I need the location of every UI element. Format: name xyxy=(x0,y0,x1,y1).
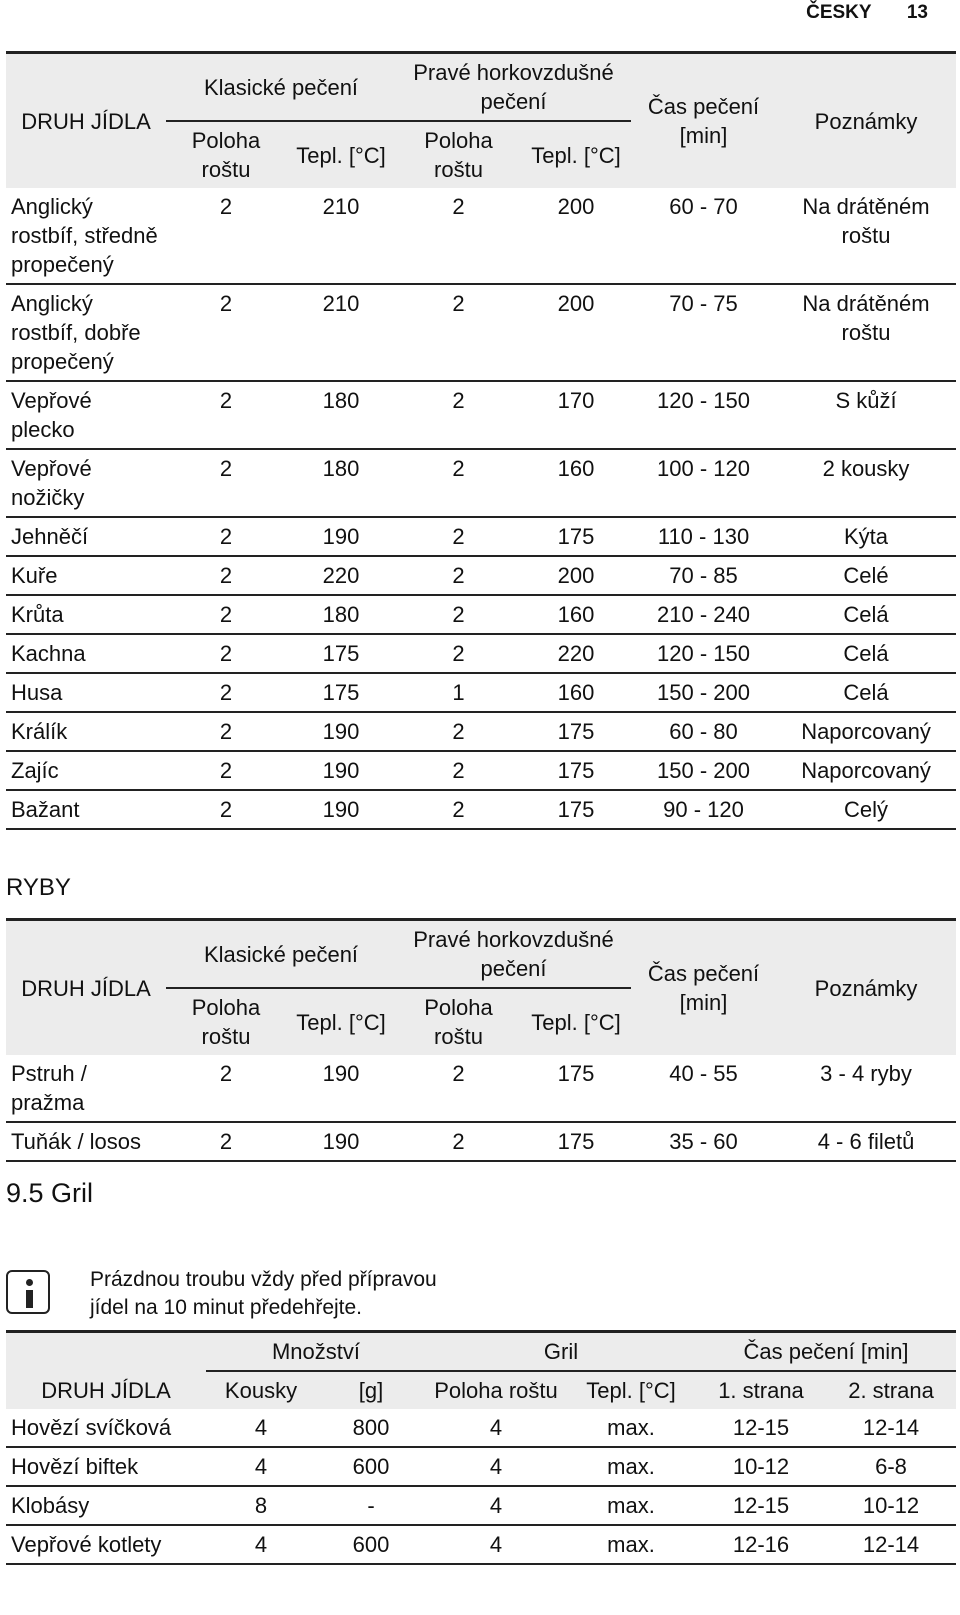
strana-2: 10-12 xyxy=(826,1486,956,1525)
horkovzdusne-teplota: 175 xyxy=(521,1055,631,1122)
food-name: Zajíc xyxy=(6,751,166,790)
hmotnost: 800 xyxy=(316,1409,426,1447)
horkovzdusne-teplota: 160 xyxy=(521,673,631,712)
food-name: Králík xyxy=(6,712,166,751)
klasicke-poloha: 2 xyxy=(166,517,286,556)
klasicke-teplota: 175 xyxy=(286,673,396,712)
food-name: Jehněčí xyxy=(6,517,166,556)
food-name: Vepřové nožičky xyxy=(6,449,166,517)
klasicke-poloha: 2 xyxy=(166,790,286,829)
klasicke-poloha: 2 xyxy=(166,595,286,634)
klasicke-teplota: 190 xyxy=(286,712,396,751)
food-name: Bažant xyxy=(6,790,166,829)
header-druh-jidla: DRUH JÍDLA xyxy=(6,53,166,189)
teplota: max. xyxy=(566,1409,696,1447)
poznamka: 2 kousky xyxy=(776,449,956,517)
horkovzdusne-poloha: 2 xyxy=(396,634,521,673)
cas-peceni: 90 - 120 xyxy=(631,790,776,829)
horkovzdusne-poloha: 2 xyxy=(396,284,521,381)
table-row xyxy=(6,712,956,751)
header-tepl: Tepl. [°C] xyxy=(566,1371,696,1409)
klasicke-teplota: 190 xyxy=(286,517,396,556)
horkovzdusne-poloha: 2 xyxy=(396,188,521,284)
klasicke-poloha: 2 xyxy=(166,284,286,381)
table-row xyxy=(6,1525,956,1564)
strana-1: 12-15 xyxy=(696,1486,826,1525)
poznamka: Kýta xyxy=(776,517,956,556)
klasicke-poloha: 2 xyxy=(166,1055,286,1122)
klasicke-poloha: 2 xyxy=(166,673,286,712)
header-tepl: Tepl. [°C] xyxy=(286,121,396,188)
klasicke-poloha: 2 xyxy=(166,556,286,595)
klasicke-teplota: 210 xyxy=(286,188,396,284)
horkovzdusne-poloha: 2 xyxy=(396,751,521,790)
table-row xyxy=(6,1122,956,1161)
cas-peceni: 70 - 85 xyxy=(631,556,776,595)
page-header xyxy=(806,0,928,26)
section-title-ryby: RYBY xyxy=(6,874,71,901)
header-poloha: Poloha roštu xyxy=(396,121,521,188)
cas-peceni: 60 - 70 xyxy=(631,188,776,284)
info-note-text: Prázdnou troubu vždy před přípravou jídel na 10 minut předehřejte. xyxy=(90,1268,437,1319)
table-row xyxy=(6,595,956,634)
header-klasicke: Klasické pečení xyxy=(166,53,396,122)
horkovzdusne-teplota: 220 xyxy=(521,634,631,673)
table-row xyxy=(6,284,956,381)
food-name: Husa xyxy=(6,673,166,712)
header-poloha: Poloha roštu xyxy=(396,988,521,1055)
food-name: Vepřové kotlety xyxy=(6,1525,206,1564)
poznamka: 4 - 6 filetů xyxy=(776,1122,956,1161)
horkovzdusne-teplota: 175 xyxy=(521,751,631,790)
table-row xyxy=(6,556,956,595)
horkovzdusne-teplota: 200 xyxy=(521,188,631,284)
page-language: ČESKY xyxy=(806,2,872,23)
page-number: 13 xyxy=(906,2,928,23)
poznamka: Naporcovaný xyxy=(776,751,956,790)
horkovzdusne-teplota: 160 xyxy=(521,595,631,634)
klasicke-teplota: 180 xyxy=(286,449,396,517)
hmotnost: - xyxy=(316,1486,426,1525)
food-name: Pstruh / pražma xyxy=(6,1055,166,1122)
cas-peceni: 100 - 120 xyxy=(631,449,776,517)
cas-peceni: 150 - 200 xyxy=(631,751,776,790)
poznamka: Na drátěném roštu xyxy=(776,284,956,381)
section-title-gril: 9.5 Gril xyxy=(6,1178,94,1208)
poloha-rostu: 4 xyxy=(426,1486,566,1525)
food-name: Hovězí biftek xyxy=(6,1447,206,1486)
food-name: Anglický rostbíf, středně propečený xyxy=(6,188,166,284)
horkovzdusne-poloha: 1 xyxy=(396,673,521,712)
table-row xyxy=(6,1055,956,1122)
grill-table xyxy=(6,1330,956,1565)
klasicke-poloha: 2 xyxy=(166,188,286,284)
header-poznamky: Poznámky xyxy=(776,53,956,189)
table-row xyxy=(6,449,956,517)
table-row xyxy=(6,1409,956,1447)
food-name: Kachna xyxy=(6,634,166,673)
horkovzdusne-poloha: 2 xyxy=(396,595,521,634)
header-poznamky: Poznámky xyxy=(776,920,956,1056)
horkovzdusne-teplota: 200 xyxy=(521,284,631,381)
horkovzdusne-teplota: 175 xyxy=(521,790,631,829)
cas-peceni: 60 - 80 xyxy=(631,712,776,751)
header-poloha: Poloha roštu xyxy=(166,121,286,188)
cas-peceni: 40 - 55 xyxy=(631,1055,776,1122)
cas-peceni: 35 - 60 xyxy=(631,1122,776,1161)
klasicke-teplota: 190 xyxy=(286,751,396,790)
header-poloha: Poloha roštu xyxy=(426,1371,566,1409)
horkovzdusne-teplota: 160 xyxy=(521,449,631,517)
klasicke-teplota: 220 xyxy=(286,556,396,595)
klasicke-teplota: 175 xyxy=(286,634,396,673)
kousky: 4 xyxy=(206,1525,316,1564)
header-g: [g] xyxy=(316,1371,426,1409)
header-kousky: Kousky xyxy=(206,1371,316,1409)
cas-peceni: 150 - 200 xyxy=(631,673,776,712)
table-row xyxy=(6,517,956,556)
cas-peceni: 70 - 75 xyxy=(631,284,776,381)
strana-1: 10-12 xyxy=(696,1447,826,1486)
kousky: 4 xyxy=(206,1409,316,1447)
strana-1: 12-16 xyxy=(696,1525,826,1564)
roasting-table xyxy=(6,51,956,830)
hmotnost: 600 xyxy=(316,1447,426,1486)
header-poloha: Poloha roštu xyxy=(166,988,286,1055)
header-tepl: Tepl. [°C] xyxy=(521,988,631,1055)
klasicke-poloha: 2 xyxy=(166,381,286,449)
header-prave: Pravé horkovzdušné pečení xyxy=(396,53,631,122)
strana-2: 12-14 xyxy=(826,1525,956,1564)
kousky: 8 xyxy=(206,1486,316,1525)
klasicke-poloha: 2 xyxy=(166,751,286,790)
food-name: Krůta xyxy=(6,595,166,634)
info-note xyxy=(6,1266,506,1332)
poznamka: Celá xyxy=(776,595,956,634)
info-icon xyxy=(6,1270,50,1314)
food-name: Klobásy xyxy=(6,1486,206,1525)
klasicke-teplota: 190 xyxy=(286,790,396,829)
food-name: Hovězí svíčková xyxy=(6,1409,206,1447)
teplota: max. xyxy=(566,1447,696,1486)
header-tepl: Tepl. [°C] xyxy=(286,988,396,1055)
food-name: Anglický rostbíf, dobře propečený xyxy=(6,284,166,381)
table-row xyxy=(6,634,956,673)
horkovzdusne-teplota: 170 xyxy=(521,381,631,449)
food-name: Vepřové plecko xyxy=(6,381,166,449)
poznamka: Na drátěném roštu xyxy=(776,188,956,284)
horkovzdusne-teplota: 175 xyxy=(521,517,631,556)
table-row xyxy=(6,1447,956,1486)
poznamka: Naporcovaný xyxy=(776,712,956,751)
poznamka: Celé xyxy=(776,556,956,595)
horkovzdusne-teplota: 200 xyxy=(521,556,631,595)
teplota: max. xyxy=(566,1525,696,1564)
table-row xyxy=(6,1486,956,1525)
horkovzdusne-poloha: 2 xyxy=(396,1122,521,1161)
table-row xyxy=(6,673,956,712)
header-cas: Čas pečení [min] xyxy=(631,53,776,189)
horkovzdusne-teplota: 175 xyxy=(521,1122,631,1161)
poznamka: Celá xyxy=(776,634,956,673)
klasicke-poloha: 2 xyxy=(166,449,286,517)
poloha-rostu: 4 xyxy=(426,1409,566,1447)
klasicke-teplota: 180 xyxy=(286,595,396,634)
fish-table xyxy=(6,918,956,1162)
cas-peceni: 210 - 240 xyxy=(631,595,776,634)
header-tepl: Tepl. [°C] xyxy=(521,121,631,188)
cas-peceni: 110 - 130 xyxy=(631,517,776,556)
table-row xyxy=(6,188,956,284)
horkovzdusne-poloha: 2 xyxy=(396,1055,521,1122)
teplota: max. xyxy=(566,1486,696,1525)
hmotnost: 600 xyxy=(316,1525,426,1564)
klasicke-teplota: 190 xyxy=(286,1122,396,1161)
header-gril: Gril xyxy=(426,1332,696,1372)
poznamka: 3 - 4 ryby xyxy=(776,1055,956,1122)
food-name: Tuňák / losos xyxy=(6,1122,166,1161)
header-druh-jidla: DRUH JÍDLA xyxy=(6,920,166,1056)
poloha-rostu: 4 xyxy=(426,1525,566,1564)
header-cas: Čas pečení [min] xyxy=(631,920,776,1056)
klasicke-poloha: 2 xyxy=(166,634,286,673)
table-row xyxy=(6,790,956,829)
table-row xyxy=(6,381,956,449)
header-druh-jidla: DRUH JÍDLA xyxy=(6,1371,206,1409)
table-row xyxy=(6,751,956,790)
horkovzdusne-poloha: 2 xyxy=(396,790,521,829)
horkovzdusne-teplota: 175 xyxy=(521,712,631,751)
klasicke-teplota: 210 xyxy=(286,284,396,381)
klasicke-teplota: 190 xyxy=(286,1055,396,1122)
strana-2: 12-14 xyxy=(826,1409,956,1447)
food-name: Kuře xyxy=(6,556,166,595)
header-klasicke: Klasické pečení xyxy=(166,920,396,989)
header-mnozstvi: Množství xyxy=(206,1332,426,1372)
klasicke-teplota: 180 xyxy=(286,381,396,449)
poznamka: S kůží xyxy=(776,381,956,449)
cas-peceni: 120 - 150 xyxy=(631,634,776,673)
header-prave: Pravé horkovzdušné pečení xyxy=(396,920,631,989)
horkovzdusne-poloha: 2 xyxy=(396,517,521,556)
cas-peceni: 120 - 150 xyxy=(631,381,776,449)
horkovzdusne-poloha: 2 xyxy=(396,381,521,449)
strana-2: 6-8 xyxy=(826,1447,956,1486)
header-strana-1: 1. strana xyxy=(696,1371,826,1409)
poznamka: Celý xyxy=(776,790,956,829)
horkovzdusne-poloha: 2 xyxy=(396,556,521,595)
header-cas-peceni: Čas pečení [min] xyxy=(696,1332,956,1372)
horkovzdusne-poloha: 2 xyxy=(396,449,521,517)
klasicke-poloha: 2 xyxy=(166,1122,286,1161)
strana-1: 12-15 xyxy=(696,1409,826,1447)
poznamka: Celá xyxy=(776,673,956,712)
horkovzdusne-poloha: 2 xyxy=(396,712,521,751)
header-strana-2: 2. strana xyxy=(826,1371,956,1409)
poloha-rostu: 4 xyxy=(426,1447,566,1486)
klasicke-poloha: 2 xyxy=(166,712,286,751)
kousky: 4 xyxy=(206,1447,316,1486)
